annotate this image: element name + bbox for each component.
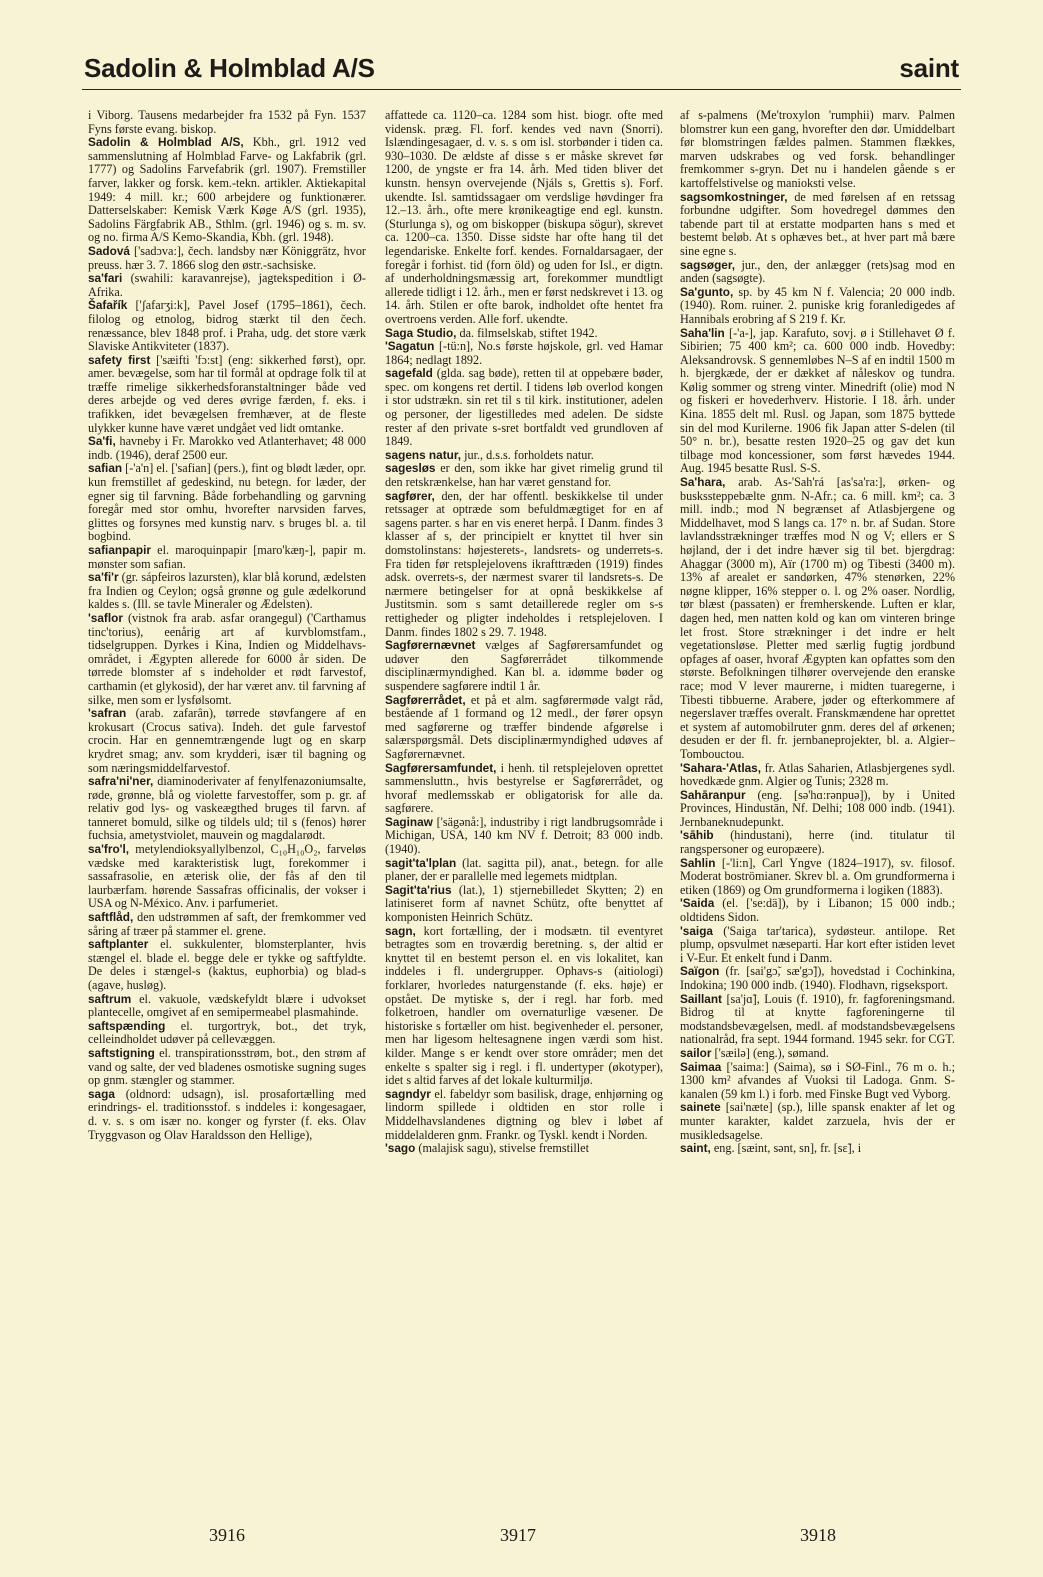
entry-headword: safian [88, 461, 123, 476]
entry-headword: saga [88, 1086, 115, 1101]
entry-headword: saftstigning [88, 1045, 155, 1060]
entry-headword: sagn, [385, 923, 416, 938]
entry-text: el. maroquinpapir [maro'kæŋ-], papir m. mønster som safian. [88, 543, 366, 571]
entry-headword: sa'fro'l, [88, 842, 130, 857]
entry-headword: sagesløs [385, 461, 436, 476]
dictionary-entry [88, 136, 366, 245]
entry-headword: sagsomkostninger, [680, 189, 788, 204]
dictionary-entry [385, 925, 663, 1088]
entry-headword: saftspænding [88, 1018, 166, 1033]
entry-text: (gr. sápfeiros lazursten), klar blå korund, ædelsten fra Indien og Ceylon; også grønne og gule ædelkorund kaldes s. (Ill. se tavle Mineraler og Ædelsten). [88, 570, 366, 612]
entry-text: el. sukkulenter, blomsterplanter, hvis stængel el. blade el. begge dele er tykke og saftfyldte. De deles i stængel-s (kaktus, euphorbia) og blad-s (agave, husløg). [88, 937, 366, 992]
dictionary-entry [88, 775, 366, 843]
entry-headword: safianpapir [88, 543, 151, 557]
entry-headword: Saha'lin [680, 325, 725, 340]
text-column-1 [88, 109, 366, 1509]
entry-headword: Saillant [680, 991, 722, 1006]
entry-headword: 'Saida [680, 896, 715, 911]
entry-headword: Sagit'ta'rius [385, 882, 452, 897]
dictionary-entry [680, 109, 955, 191]
entry-text: [-'li:n], Carl Yngve (1824–1917), sv. filosof. Moderat boströmianer. Skrev bl. a. Om grundformerna i etiken (1869) og Om grundformerna i logiken (1883). [680, 855, 955, 897]
entry-text: [-tü:n], No.s første højskole, grl. ved Hamar 1864; nedlagt 1892. [385, 339, 663, 367]
entry-text: den udstrømmen af saft, der fremkommer ved såring af træer på stammer el. grene. [88, 910, 366, 938]
entry-text: fr. Atlas Saharien, Atlasbjergenes sydl. hovedkæde gnm. Algier og Tunis; 2328 m. [680, 760, 955, 789]
dictionary-entry [680, 789, 955, 830]
entry-headword: sagens natur, [385, 447, 462, 462]
entry-text: i henh. til retsplejeloven oprettet sammensluttn., hvis bestyrelse er Sagførerrådet, og hvoraf medlemsskab er obligatorisk for alle da. sagførere. [385, 760, 663, 816]
entry-headword: Sagførernævnet [385, 638, 476, 653]
text-column-2 [385, 109, 663, 1509]
entry-text: da. filmselskab, stiftet 1942. [456, 325, 598, 340]
entry-headword: Sahāranpur [680, 787, 746, 802]
dictionary-entry [88, 993, 366, 1020]
entry-headword: saftplanter [88, 937, 149, 952]
entry-text: (lat. sagitta pil), anat., betegn. for alle planer, der er parallelle med legemets midtplan. [385, 855, 663, 884]
entry-text: el. fabeldyr som basilisk, drage, enhjørning og lindorm spillede i oldtiden en stor rolle i Middelhavslandenes digtning og blev i løbet af middelalderen gnm. Frankr. og Tyskl. kendt i Norden. [385, 1086, 663, 1142]
entry-headword: Sadolin & Holmblad A/S, [88, 135, 244, 150]
entry-headword: 'saiga [680, 923, 713, 938]
entry-headword: 'Sagatun [385, 339, 435, 354]
dictionary-entry [680, 1061, 955, 1102]
dictionary-entry [385, 109, 663, 327]
entry-headword: sailor [680, 1045, 712, 1060]
dictionary-entry [385, 857, 663, 884]
entry-text: (el. ['se:dä]), by i Libanon; 15 000 indb.; oldtidens Sidon. [680, 896, 955, 925]
entry-text: (arab. zafarân), tørrede støvfangere af en krokusart (Crocus sativa). Indeh. det gule farvestof crocin. Har en gennemtrængende lugt og en skarp krydret smag; anv. som krydderi, især til bagning og som næringsmiddelfarvestof. [88, 706, 366, 775]
dictionary-entry [88, 843, 366, 911]
entry-text: sp. by 45 km N f. Valencia; 20 000 indb. (1940). Rom. ruiner. 2. puniske krig foranledigedes af Hannibals erobring af S 219 f. Kr. [680, 284, 955, 326]
entry-text: (oldnord: udsagn), isl. prosafortælling med erindrings- el. traditionsstof. s inddeles i: kongesagaer, d. v. s. s om især no. konger og fyrster (f. eks. Olav Tryggvason og Olav Haraldsson den Hellige), [88, 1086, 366, 1142]
dictionary-entry [385, 340, 663, 367]
dictionary-entry [385, 762, 663, 816]
header-right-title: saint [899, 53, 959, 83]
entry-headword: 'Sahara-'Atlas, [680, 760, 762, 775]
dictionary-entry [88, 109, 366, 136]
dictionary-entry [88, 462, 366, 544]
dictionary-entry [385, 694, 663, 762]
entry-headword: saftflåd, [88, 910, 134, 925]
dictionary-entry [680, 762, 955, 789]
dictionary-entry [385, 884, 663, 925]
entry-headword: safra'ni'ner, [88, 774, 154, 789]
entry-headword: Sahlin [680, 855, 716, 870]
dictionary-entry [385, 816, 663, 857]
dictionary-entry [680, 993, 955, 1047]
entry-text: Kbh., grl. 1912 ved sammenslutning af Holmblad Farve- og Lakfabrik (grl. 1777) og Sadolins Farvefabrik (grl. 1907). Fremstiller farver, lakker og forsk. kem.-tekn. artikler. Aktiekapital 1949: 4 mill. kr.; 600 arbejdere og funktionærer. Datterselskaber: Kemisk Værk Køge A/S (grl. 1935), Sadolins Färgfabrik AB., Sthlm. (grl. 1946) og s. m. sv. og no. firma A/S Kemo-Skandia, Kbh. (grl. 1948). [88, 135, 366, 245]
dictionary-entry [88, 612, 366, 707]
dictionary-entry [680, 857, 955, 898]
entry-headword: 'sago [385, 1141, 416, 1156]
entry-headword: Sagførerrådet, [385, 692, 466, 707]
header-left-title: Sadolin & Holmblad A/S [84, 53, 375, 83]
entry-headword: sagefald [385, 366, 433, 381]
entry-text: i Viborg. Tausens medarbejder fra 1532 på Fyn. 1537 Fyns første evang. biskop. [88, 109, 366, 136]
entry-text: havneby i Fr. Marokko ved Atlanterhavet; 48 000 indb. (1946), deraf 2500 eur. [88, 434, 366, 462]
entry-text: affattede ca. 1120–ca. 1284 som hist. biogr. ofte med vidensk. præg. Fl. forf. kendes ved navn (Snorri). Islændingesagaer, d. v. s. s om isl. storbønder i tiden ca. 930–1030. De ældste af disse s er måske skrevet før 1200, de yngste er fra 14. årh. Med tiden bliver det kunstn. hensyn overvejende (Njáls s, Grettis s). Forf. ukendte. Isl. samtidssagaer om verdslige høvdinger fra 12.–13. årh., ofte mere krønikeagtige end egl. kunstn. (Sturlunga s), og om biskopper (biskupa sögur), skrevet ca. 1200–ca. 1350. Disse sidste har ofte hang til det legendariske. Enkelte forf. kendes. Fornaldarsagaer, der foregår i forhist. tid (forn öld) og uden for Isl., er digtn. af underholdningsmæssig art, forekommer mundtligt allerede tidligt i 12. årh., men er først nedskrevet i 13. og 14. årh. Stilen er ofte barok, indholdet ofte hentet fra overtroens verden. Alle forf. ukendte. [385, 109, 663, 326]
dictionary-entry [680, 259, 955, 286]
dictionary-entry [88, 1020, 366, 1047]
entry-text: den, der har offentl. beskikkelse til under retssager at optræde som befuldmægtiget for en af sagens parter. s har en vis eneret herpå. I Danm. findes 3 klasser af s, der principielt er knyttet til hver sin domstolinstans: højesterets-, landsrets- og underrets-s. Fra tiden før retsplejelovens ikrafttræden (1919) findes adsk. overrets-s, der nærmest svarer til landsrets-s. De nærmere betingelser for at opnå beskikkelse af Justitsmin. som s samt detaillerede regler om s-s rettigheder og pligter indeholdes i retsplejeloven. I Danm. findes 1802 s 29. 7. 1948. [385, 488, 663, 639]
page-number: 3917 [500, 1525, 536, 1545]
entry-text: af s-palmens (Me'troxylon 'rumphii) marv. Palmen blomstrer kun een gang, hvorefter den dør. Umiddelbart før blomstringen fældes palmen. Stammen flækkes, marven udskrabes og ved forsk. behandlinger fremkommer s-gryn. Det nu i handelen gående s er kartoffelstivelse og manioksti velse. [680, 109, 955, 190]
entry-headword: sa'fari [88, 271, 123, 286]
entry-text: [sai'næte] (sp.), lille spansk enakter af let og munter karakter, kaldet zarzuela, hvis der er musikledsagelse. [680, 1100, 955, 1142]
entry-headword: sainete [680, 1100, 721, 1115]
dictionary-entry [680, 925, 955, 966]
text-column-3 [680, 109, 955, 1509]
dictionary-entry [680, 476, 955, 761]
entry-text: kort fortælling, der i modsætn. til eventyret betragtes som en troværdig beretning. s, der altid er knyttet til en bestemt person el. en vis lokalitet, kan inddeles i fl. undergrupper. Ophavs-s (aitiologi) forklarer, hvorledes naturgenstande (f. eks. høje) er opstået. De mytiske s, der i regl. har forb. med folketroen, handler om overnaturlige væsener. De historiske s fortæller om hist. begivenheder el. personer, men har ligesom heltesagnene ingen værdi som hist. kilder. Mange s er kendt over store områder; men det enkelte s spalter sig i regl. i fl. undertyper (økotyper), idet s altid farves af det lokale kulturmiljø. [385, 923, 663, 1088]
entry-headword: Saginaw [385, 814, 433, 829]
entry-text: jur., d.s.s. forholdets natur. [461, 447, 594, 462]
dictionary-entry [385, 1142, 663, 1156]
dictionary-entry [385, 367, 663, 449]
entry-headword: safety first [88, 352, 151, 367]
entry-text: (eng. [sə'hɑ:rənpuə]), by i United Provinces, Hindustān, Nf. Delhi; 108 000 indb. (1941). Jernbaneknudepunkt. [680, 787, 955, 829]
entry-text: el. transpirationsstrøm, bot., den strøm af vand og salte, der ved bladenes osmotiske sugning suges op gnm. stængler og stammer. [88, 1045, 366, 1088]
dictionary-entry [88, 245, 366, 272]
entry-headword: 'sāhib [680, 828, 714, 843]
dictionary-entry [88, 272, 366, 299]
entry-text: ['sæifti 'fɔ:st] (eng: sikkerhed først), opr. amer. bevægelse, som har til formål at opdrage folk til at træffe rimelige sikkerhedsforanstaltninger både ved deres arbejde og ved deres øvrige færden, f. eks. i trafikken, idet bevægelsen fremhæver, at de fleste ulykker kunne have været undgået ved lidt omtanke. [88, 352, 366, 435]
entry-headword: Saga Studio, [385, 325, 457, 340]
dictionary-entry [385, 1088, 663, 1142]
page-number: 3916 [209, 1525, 245, 1545]
entry-text: (lat.), 1) stjernebilledet Skytten; 2) en latiniseret form af navnet Schütz, ofte benyttet af komponisten Heinrich Schütz. [385, 882, 663, 925]
dictionary-entry [385, 462, 663, 489]
dictionary-entry [88, 544, 366, 571]
running-header [82, 44, 961, 90]
entry-headword: saint, [680, 1141, 711, 1156]
entry-text: eng. [sæint, sənt, sn], fr. [sɛ̃], i [710, 1141, 862, 1156]
entry-text: (hindustani), herre (ind. titulatur til rangspersoner og europæere). [680, 828, 955, 857]
dictionary-entry [385, 639, 663, 693]
entry-text: [-'a'n] el. ['safian] (pers.), fint og blødt læder, opr. kun fremstillet af gedeskind, nu betegn. for læder, der egner sig til farvning. Både forbehandling og garvning foregår med stor omhu, hvorefter narvsiden farves, glittes og forsynes med kunstig narv. s bruges bl. a. til bogbind. [88, 461, 366, 544]
entry-text: et på et alm. sagførermøde valgt råd, bestående af 1 formand og 12 medl., der fører opsyn med sagførerne og træffer bindende afgørelse i salærspørgsmål. Dets disciplinærmyndighed udøves af Sagførernævnet. [385, 692, 663, 761]
page-number: 3918 [800, 1525, 836, 1545]
entry-text: el. vakuole, vædskefyldt blære i udvokset plantecelle, omgivet af en semipermeabel plasmahinde. [88, 991, 366, 1020]
entry-headword: sa'fi'r [88, 570, 119, 585]
entry-text: el. turgortryk, bot., det tryk, celleindholdet udøver på cellevæggen. [88, 1018, 366, 1047]
dictionary-entry [385, 449, 663, 463]
entry-headword: Sa'hara, [680, 475, 726, 490]
entry-text: [-'a-], jap. Karafuto, sovj. ø i Stillehavet Ø f. Sibirien; 75 400 km²; ca. 600 000 indb. Hovedby: Aleksandrovsk. S gennemløbes N–S af en indtil 1500 m h. bjergkæde, der er dækket af nåleskov og tundra. Kølig sommer og streng vinter. Minedrift (olie) mod N og fiskeri er hovederhverv. Historie. I 18. årh. under Kina. 1855 delt ml. Rusl. og Japan, som 1875 byttede sin del mod Kurilerne. 1906 fik Japan atter S-delen (til 50° n. br.), besatte resten 1920–25 og gav det kun tilbage mod koncessioner, som først hævedes 1944. Aug. 1945 besatte Rusl. S-S. [680, 325, 955, 476]
entry-text: (vistnok fra arab. asfar orangegul) ('Carthamus tinc'torius), eenårig art af kurvblomstfam., tidselgruppen. Dyrkes i Kina, Indien og Middelhavs-området, i Ægypten allerede for 6000 år siden. De tørrede blomster af s indeholder et rødt farvestof, carthamin (et glykosid), der har været anv. til farvning af silke, men som er lysfølsomt. [88, 610, 366, 707]
entry-text: er den, som ikke har givet rimelig grund til den retskrænkelse, han har været genstand for. [385, 461, 663, 490]
entry-text: metylendioksyallylbenzol, C₁₀H₁₀O₂, farveløs vædske med karakteristisk lugt, forekommer i sassafrasolie, en æterisk olie, der fås af den til laurbærfam. hørende Sassafras officinalis, der vokser i USA og N-México. Anv. i parfumeriet. [88, 842, 366, 911]
entry-text: arab. As-'Sah'rá [as'sa'ra:], ørken- og buskssteppebælte gnm. N-Afr.; ca. 6 mill. km²; ca. 3 mill. indb.; mod N begrænset af Atlasbjergene og Middelhavet, mod S langs ca. 17° n. br. af Sudan. Store lavlandsstrækninger træffes mod N og V; ellers er S højland, der i det indre hæver sig til bet. bjergdrag: Ahaggar (3000 m), Aïr (1700 m) og Tibesti (3400 m). 13% af arealet er sandørken, 47% stenørken, 22% nøgne klipper, 16% stepper o. l. og 2% oaser. Nordlig, tør blæst (passaten) er fremherskende. Luften er klar, dagen hed, men natten kold og kan om vinteren bringe let frost. Store strækninger i det indre er helt vegetationsløse. Pletter med særlig fugtig jordbund opfages af oaser, hvoraf Ægypten kan opfattes som den største. Befolkningen tilhører overvejende den eranske race; mod V lever maurerne, i midten tuaregerne, i Tibesti tibbuerne. Arabere, jøder og efterkommere af negerslaver træffes overalt. Franskmændene har oprettet et system af automobilruter gnm. deres del af ørkenen; desuden er der fl. fr. jernbaneprojekter, bl. a. Algier–Tombouctou. [680, 475, 955, 761]
entry-text: [sa'jɑ̃], Louis (f. 1910), fr. fagforeningsmand. Bidrog til at knytte fagforeningerne til modstandsbevægelsen, medl. af modstandsbevægelsens nationalråd, fra sept. 1944 formand. 1945 sekr. for CGT. [680, 991, 955, 1047]
entry-headword: Sagførersamfundet, [385, 760, 497, 775]
dictionary-entry [88, 299, 366, 353]
dictionary-entry [680, 897, 955, 924]
dictionary-entry [88, 938, 366, 992]
entry-text: ['saima:] (Saima), sø i SØ-Finl., 76 m o. h.; 1300 km² afvandes af Vuoksi til Ladoga. Gnm. S-kanalen (59 km l.) i forb. med Finske Bugt ved Vyborg. [680, 1059, 955, 1101]
entry-headword: Sa'gunto, [680, 284, 734, 299]
entry-text: ['ʃafarʒi:k], Pavel Josef (1795–1861), čech. filolog og etnolog, bidrog stærkt til den čech. renæssance, blev 1848 prof. i Praha, udg. det store værk Slaviske Antikviteter (1837). [88, 298, 366, 354]
entry-headword: Saimaa [680, 1059, 722, 1074]
entry-headword: sagsøger, [680, 257, 736, 272]
entry-text: ['sägənå:], industriby i rigt landbrugsområde i Michigan, USA, 140 km NV f. Detroit; 83 000 indb. (1940). [385, 814, 663, 857]
dictionary-entry [88, 435, 366, 462]
dictionary-entry [88, 354, 366, 436]
dictionary-entry [680, 286, 955, 327]
entry-text: (malajisk sagu), stivelse fremstillet [415, 1141, 589, 1156]
dictionary-entry [680, 1047, 955, 1061]
entry-text: (swahili: karavanrejse), jagtekspedition i Ø-Afrika. [88, 271, 366, 299]
entry-headword: Sa'fi, [88, 434, 116, 449]
entry-text: ('Saiga tar'tarica), sydøsteur. antilope. Ret plump, opsvulmet næseparti. Har kort efter istiden levet i V-Eur. Et enkelt fund i Danm. [680, 923, 955, 965]
entry-headword: sagndyr [385, 1086, 431, 1101]
entry-text: diaminoderivater af fenylfenazoniumsalte, røde, grønne, blå og violette farvestoffer, som p. gr. af relativ god lys- og vaskeægthed bruges til farvn. af tanneret bomuld, silke og tildels uld; til s (fenos) hører fuchsia, ametystviolet, mauvein og magdalarødt. [88, 774, 366, 843]
entry-headword: sagfører, [385, 488, 435, 503]
dictionary-entry [385, 490, 663, 640]
dictionary-entry [680, 327, 955, 477]
dictionary-entry [385, 327, 663, 341]
dictionary-entry [88, 911, 366, 938]
entry-headword: 'saflor [88, 610, 123, 625]
dictionary-entry [680, 1142, 955, 1156]
dictionary-entry [680, 1101, 955, 1142]
dictionary-entry [88, 1047, 366, 1088]
entry-headword: Saïgon [680, 964, 720, 979]
entry-text: (glda. sag bøde), retten til at oppebære bøder, spec. om kongens ret dertil. I tidens løb overlod kongen i stor udstrækn. sin ret til s til kirk. institutioner, adelen og personer, der ligestilledes med adelen. De sidste rester af den private s-sret bortfaldt ved grundloven af 1849. [385, 366, 663, 449]
entry-text: jur., den, der anlægger (rets)sag mod en anden (sagsøgte). [680, 257, 955, 286]
entry-text: vælges af Sagførersamfundet og udøver den Sagførerrådet tilkommende disciplinærmyndighed. Kan bl. a. idømme bøder og suspendere sagførere indtil 1 år. [385, 638, 663, 693]
entry-text: ['sadɔva:], čech. landsby nær Königgrätz, hvor preuss. hær 3. 7. 1866 slog den østr.-sachsiske. [88, 243, 366, 272]
dictionary-entry [88, 571, 366, 612]
entry-headword: saftrum [88, 991, 132, 1006]
entry-headword: sagit'ta'lplan [385, 855, 457, 870]
entry-headword: Šafařík [88, 298, 128, 313]
dictionary-entry [88, 707, 366, 775]
entry-headword: Sadová [88, 243, 130, 258]
entry-text: de med førelsen af en retssag forbundne udgifter. Som hovedregel dømmes den tabende part til at erstatte modparten hans s med et bestemt beløb. At s ophæves bet., at hver part må bære sine egne s. [680, 189, 955, 258]
entry-text: ['sæilə] (eng.), sømand. [711, 1045, 829, 1060]
dictionary-entry [680, 191, 955, 259]
dictionary-entry [680, 965, 955, 992]
dictionary-entry [88, 1088, 366, 1142]
entry-text: (fr. [sai'gɔ̃, sæ'gɔ̃]), hovedstad i Cochinkina, Indokina; 190 000 indb. (1940). Flodhavn, rigseksport. [680, 964, 955, 992]
entry-headword: 'safran [88, 706, 127, 721]
dictionary-entry [680, 829, 955, 856]
